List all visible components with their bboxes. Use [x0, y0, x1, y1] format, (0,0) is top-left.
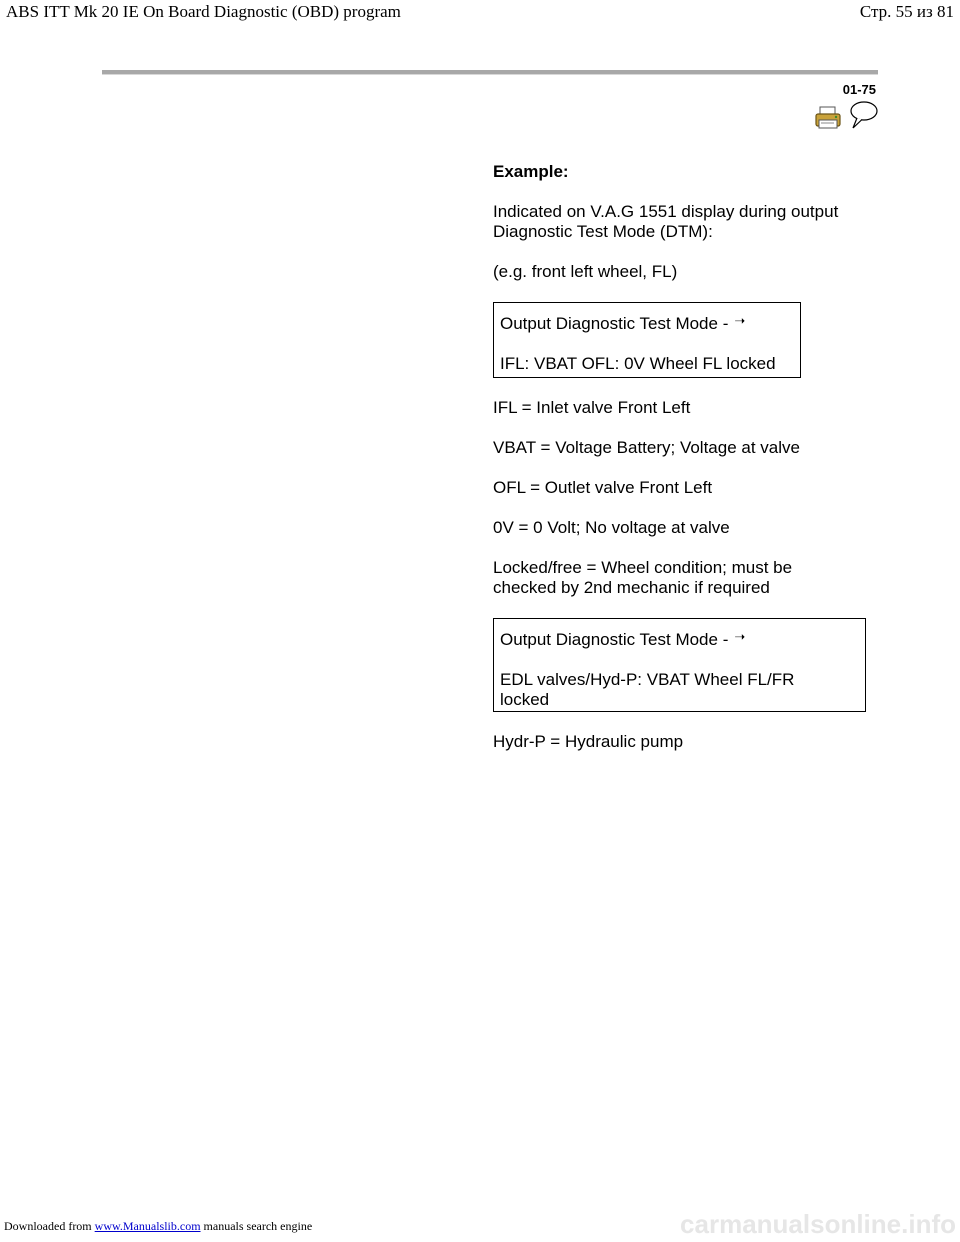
display-box-2-line-2: EDL valves/Hyd-P: VBAT Wheel FL/FR: [500, 670, 795, 689]
watermark: carmanualsonline.info: [680, 1209, 956, 1239]
arrow-right-icon: ➝: [734, 313, 746, 328]
display-box-2-row-1: [500, 627, 859, 650]
speech-balloon-icon[interactable]: [847, 100, 879, 130]
footer-prefix: Downloaded from: [4, 1219, 92, 1233]
display-box-2-line-3: locked: [500, 690, 550, 709]
printer-icon[interactable]: [814, 105, 842, 131]
def-ifl: IFL = Inlet valve Front Left: [493, 398, 691, 417]
content-column: [493, 162, 873, 752]
display-box-1-line-1: Output Diagnostic Test Mode -: [500, 314, 729, 333]
header-divider: [102, 70, 878, 75]
display-box-2-line-1: Output Diagnostic Test Mode -: [500, 630, 729, 649]
display-box-1-line-2: IFL: VBAT OFL: 0V Wheel FL locked: [500, 354, 776, 373]
download-footer: [4, 1219, 312, 1234]
intro-line-1: Indicated on V.A.G 1551 display during output: [493, 202, 839, 221]
document-title: ABS ITT Mk 20 IE On Board Diagnostic (OBD) program: [6, 2, 401, 21]
manualslib-link[interactable]: www.Manualslib.com: [94, 1219, 201, 1233]
def-locked-line-1: Locked/free = Wheel condition; must be: [493, 558, 793, 577]
page-counter: Стр. 55 из 81: [859, 2, 954, 21]
example-note: (e.g. front left wheel, FL): [493, 262, 678, 281]
display-box-1: [493, 302, 801, 378]
display-box-1-row-1: [500, 311, 794, 334]
def-vbat: VBAT = Voltage Battery; Voltage at valve: [493, 438, 800, 457]
def-hydr-p: Hydr-P = Hydraulic pump: [493, 732, 684, 751]
arrow-right-icon: ➝: [734, 629, 746, 644]
def-ofl: OFL = Outlet valve Front Left: [493, 478, 713, 497]
page-number: 01-75: [842, 82, 876, 97]
def-0v: 0V = 0 Volt; No voltage at valve: [493, 518, 730, 537]
example-heading: Example:: [493, 162, 569, 181]
intro-line-2: Diagnostic Test Mode (DTM):: [493, 222, 713, 241]
def-locked-line-2: checked by 2nd mechanic if required: [493, 578, 770, 597]
footer-suffix: manuals search engine: [203, 1219, 313, 1233]
display-box-2: [493, 618, 866, 712]
